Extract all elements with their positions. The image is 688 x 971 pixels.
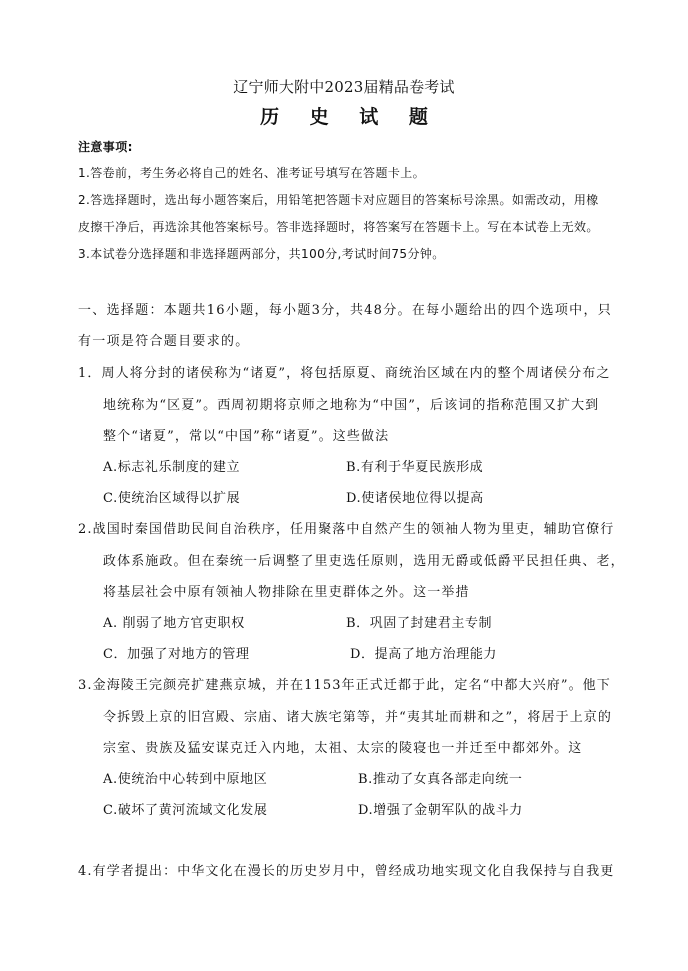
option-c: C．加强了对地方的管理: [103, 647, 250, 662]
option-c: C.使统治区域得以扩展: [103, 491, 241, 506]
notice-heading: 注意事项:: [78, 140, 133, 154]
question-stem-line: 地统称为“区夏”。西周初期将京师之地称为“中国”，后该词的指称范围又扩大到: [103, 398, 600, 413]
question-stem-line: 政体系施政。但在秦统一后调整了里吏选任原则，选用无爵或低爵平民担任典、老，: [103, 554, 625, 569]
section-heading: 有一项是符合题目要求的。: [78, 334, 250, 349]
question-stem-line: 2.战国时秦国借助民间自治秩序，任用聚落中自然产生的领袖人物为里吏，辅助官僚行: [78, 522, 615, 537]
notice-line: 2.答选择题时，选出每小题答案后，用铅笔把答题卡对应题目的答案标号涂黑。如需改动，用橡: [78, 193, 599, 207]
exam-title: 辽宁师大附中2023届精品卷考试: [233, 78, 455, 96]
question-stem-line: 3.金海陵王完颜亮扩建燕京城，并在1153年正式迁都于此，定名“中都大兴府”。他下: [78, 678, 611, 693]
question-stem-line: 令拆毁上京的旧宫殿、宗庙、诸大族宅第等，并“夷其址而耕和之”，将居于上京的: [103, 710, 612, 725]
option-b: B.推动了女真各部走向统一: [358, 772, 523, 787]
option-d: D.使诸侯地位得以提高: [346, 491, 484, 506]
notice-line: 3.本试卷分选择题和非选择题两部分，共100分,考试时间75分钟。: [78, 247, 445, 261]
question-stem-line: 1．周人将分封的诸侯称为“诸夏”，将包括原夏、商统治区域在内的整个周诸侯分布之: [78, 366, 611, 381]
option-c: C.破坏了黄河流域文化发展: [103, 803, 268, 818]
option-b: B.有利于华夏民族形成: [346, 460, 484, 475]
notice-line: 皮擦干净后，再选涂其他答案标号。答非选择题时，将答案写在答题卡上。写在本试卷上无效。: [78, 220, 599, 234]
option-a: A.标志礼乐制度的建立: [103, 460, 241, 475]
question-stem-line: 整个“诸夏”，常以“中国”称“诸夏”。这些做法: [103, 429, 390, 444]
question-stem-line: 将基层社会中原有领袖人物排除在里吏群体之外。这一举措: [103, 585, 470, 600]
option-a: A.使统治中心转到中原地区: [103, 772, 268, 787]
section-heading: 一、选择题：本题共16小题，每小题3分，共48分。在每小题给出的四个选项中，只: [78, 303, 613, 318]
option-d: D.增强了金朝军队的战斗力: [358, 803, 523, 818]
question-stem-line: 4.有学者提出：中华文化在漫长的历史岁月中，曾经成功地实现文化自我保持与自我更: [78, 864, 615, 879]
question-stem-line: 宗室、贵族及猛安谋克迁入内地，太祖、太宗的陵寝也一并迁至中都郊外。这: [103, 741, 583, 756]
notice-line: 1.答卷前，考生务必将自己的姓名、准考证号填写在答题卡上。: [78, 166, 426, 180]
subject-title: 历 史 试 题: [260, 106, 440, 128]
option-a: A. 削弱了地方官吏职权: [103, 616, 245, 631]
option-d: D．提高了地方治理能力: [350, 647, 498, 662]
option-b: B．巩固了封建君主专制: [346, 616, 493, 631]
